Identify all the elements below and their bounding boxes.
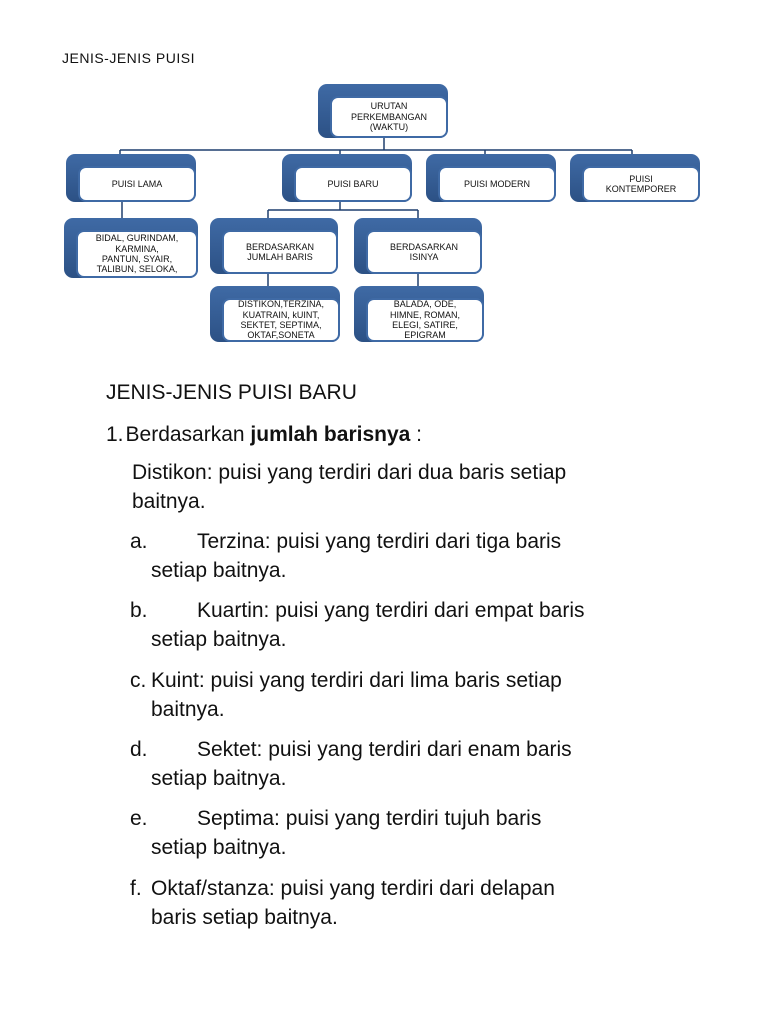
sub-item-label: e. bbox=[130, 807, 148, 830]
page-title: JENIS-JENIS PUISI bbox=[62, 50, 195, 66]
list-number: 1. bbox=[106, 423, 124, 446]
item1-suffix: : bbox=[410, 423, 422, 446]
sub-item-line1: Sektet: puisi yang terdiri dari enam baris bbox=[197, 738, 572, 761]
item1-bold: jumlah barisnya bbox=[250, 423, 411, 446]
node-puisi-modern bbox=[426, 154, 556, 202]
sub-item-line1: Terzina: puisi yang terdiri dari tiga baris bbox=[197, 530, 562, 553]
node-puisi-kontemporer-label: PUISI KONTEMPORER bbox=[582, 166, 700, 202]
node-isinya-detail bbox=[354, 286, 484, 342]
node-jumlah-detail-label: DISTIKON,TERZINA, KUATRAIN, kUINT, SEKTET, SEPTIMA, OKTAF,SONETA bbox=[222, 298, 340, 342]
sub-item-line1: Oktaf/stanza: puisi yang terdiri dari delapan bbox=[151, 877, 555, 900]
node-root bbox=[318, 84, 448, 138]
sub-item-line2: setiap baitnya. bbox=[151, 836, 287, 859]
node-root-label: URUTAN PERKEMBANGAN (WAKTU) bbox=[330, 96, 448, 138]
node-jumlah-baris bbox=[210, 218, 338, 274]
sub-item-line2: setiap baitnya. bbox=[151, 628, 287, 651]
sub-item-line2: setiap baitnya. bbox=[151, 767, 287, 790]
node-puisi-lama bbox=[66, 154, 196, 202]
sub-item-label: a. bbox=[130, 530, 148, 553]
node-lama-detail bbox=[64, 218, 198, 278]
sub-item-line1: Kuartin: puisi yang terdiri dari empat baris bbox=[197, 599, 585, 622]
node-puisi-baru-label: PUISI BARU bbox=[294, 166, 412, 202]
sub-item-line1: Septima: puisi yang terdiri tujuh baris bbox=[197, 807, 542, 830]
intro-line-2: baitnya. bbox=[132, 490, 206, 513]
sub-item-line2: setiap baitnya. bbox=[151, 559, 287, 582]
node-puisi-baru bbox=[282, 154, 412, 202]
intro-line-1: Distikon: puisi yang terdiri dari dua baris setiap bbox=[132, 461, 567, 484]
node-isinya-label: BERDASARKAN ISINYA bbox=[366, 230, 482, 274]
sub-item-label: d. bbox=[130, 738, 148, 761]
node-jumlah-detail bbox=[210, 286, 340, 342]
sub-item-line2: baris setiap baitnya. bbox=[151, 906, 338, 929]
list-item-1 bbox=[106, 420, 422, 449]
node-isinya bbox=[354, 218, 482, 274]
sub-item-label: b. bbox=[130, 599, 148, 622]
sub-item-label: c. bbox=[130, 669, 147, 692]
node-puisi-modern-label: PUISI MODERN bbox=[438, 166, 556, 202]
sub-item-line1: Kuint: puisi yang terdiri dari lima baris setiap bbox=[151, 669, 562, 692]
node-jumlah-baris-label: BERDASARKAN JUMLAH BARIS bbox=[222, 230, 338, 274]
sub-item-label: f. bbox=[130, 877, 142, 900]
section-heading: JENIS-JENIS PUISI BARU bbox=[106, 381, 357, 404]
node-puisi-lama-label: PUISI LAMA bbox=[78, 166, 196, 202]
node-isinya-detail-label: BALADA, ODE, HIMNE, ROMAN, ELEGI, SATIRE, EPIGRAM bbox=[366, 298, 484, 342]
item1-prefix: Berdasarkan bbox=[125, 423, 251, 446]
node-lama-detail-label: BIDAL, GURINDAM, KARMINA, PANTUN, SYAIR, TALIBUN, SELOKA, bbox=[76, 230, 198, 278]
node-puisi-kontemporer bbox=[570, 154, 700, 202]
sub-item-line2: baitnya. bbox=[151, 698, 225, 721]
